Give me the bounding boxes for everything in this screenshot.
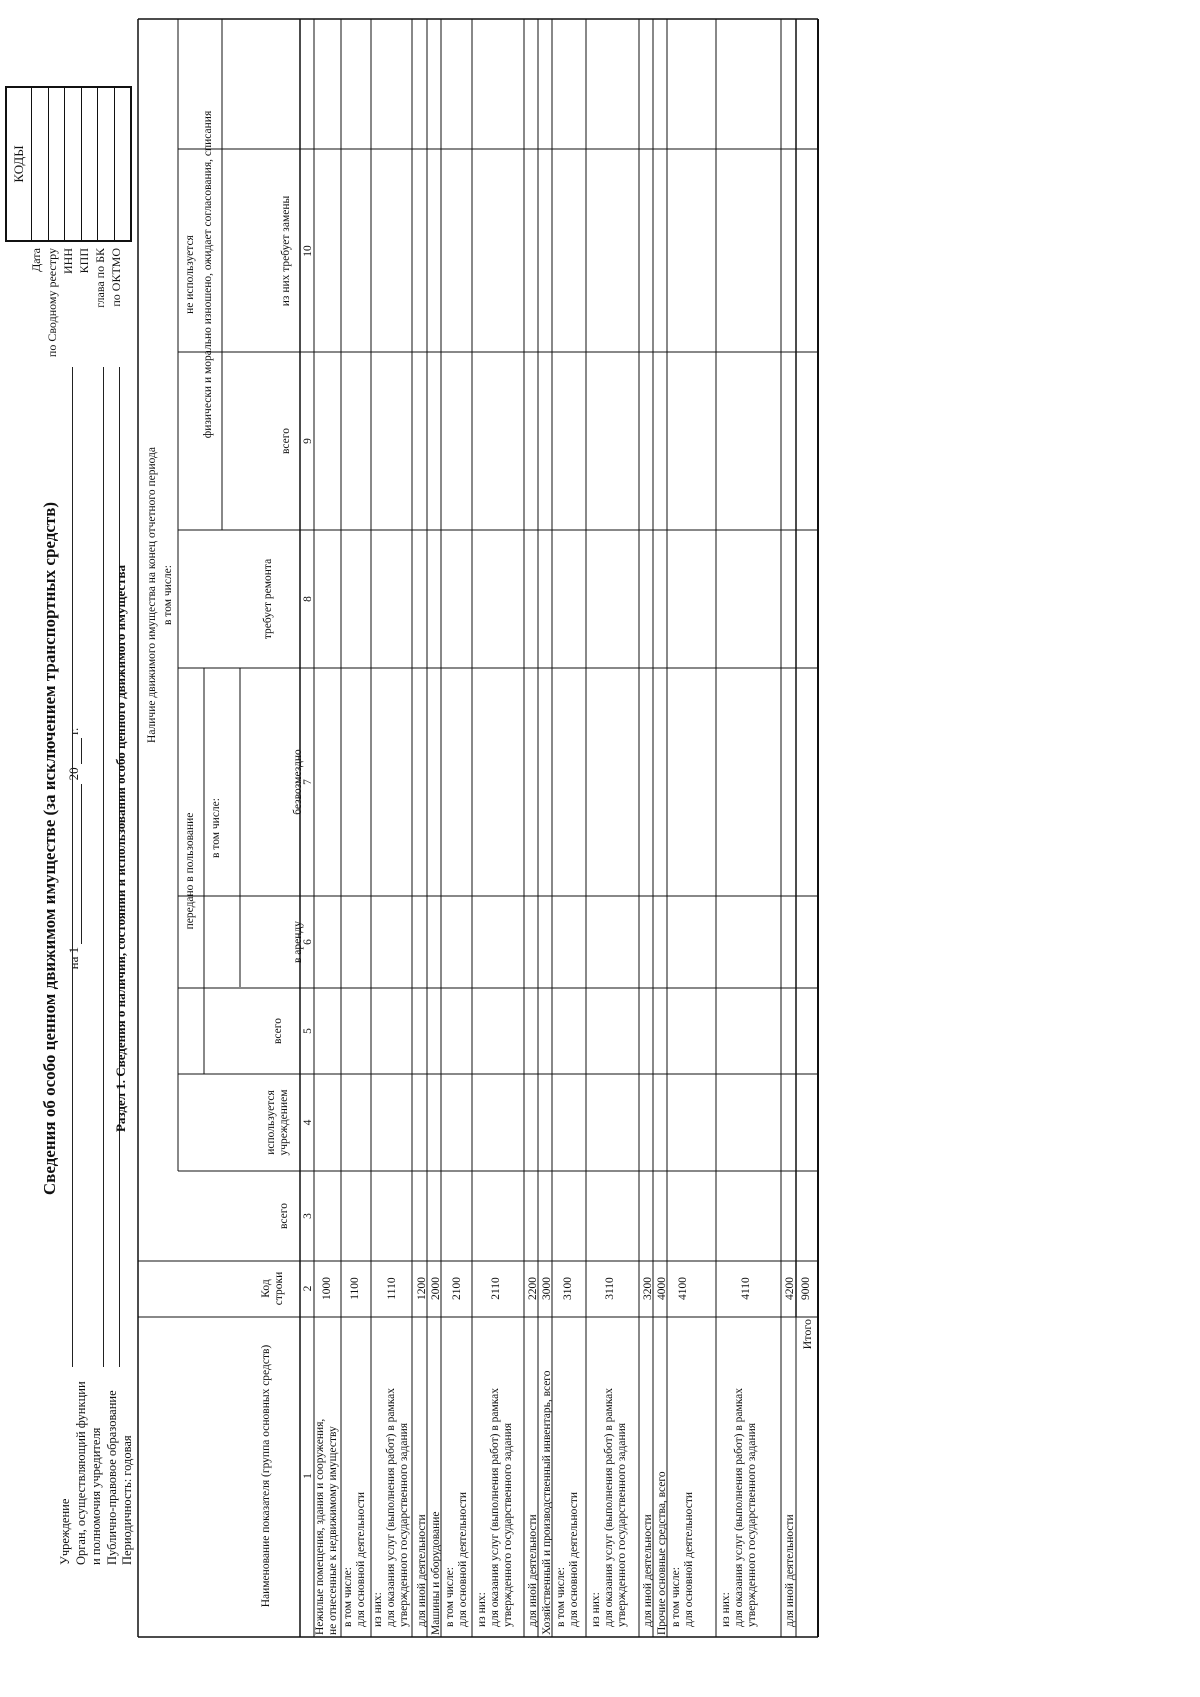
col-repair-header: требует ремонта: [262, 558, 274, 640]
row-name-machines-main: в том числе: для основной деятельности: [444, 1492, 469, 1627]
row-code: 4100: [677, 1277, 689, 1300]
row-code: 1110: [386, 1277, 398, 1300]
col-number: 7: [302, 779, 314, 785]
row-code: 2000: [430, 1277, 442, 1300]
col-number: 4: [302, 1119, 314, 1126]
code-label-date: Дата: [29, 248, 43, 272]
row-name-inventory-main: в том числе: для основной деятельности: [555, 1492, 580, 1627]
col-number: 9: [302, 438, 314, 444]
row-name-machines-other: для иной деятельности: [527, 1514, 539, 1627]
col-name-header: Наименование показателя (группа основных средств): [260, 1344, 272, 1608]
row-name-other-assets-other: для иной деятельности: [784, 1514, 796, 1627]
code-label-kpp: КПП: [77, 248, 91, 274]
col-number: 10: [302, 245, 314, 257]
col-number: 6: [302, 939, 314, 945]
col-number: 5: [302, 1028, 314, 1034]
col-used-header: используется учреждением: [265, 1089, 290, 1156]
code-label-oktmo: по ОКТМО: [109, 248, 123, 307]
row-code: 3100: [562, 1277, 574, 1300]
col-transferred-total-header: всего: [272, 1018, 284, 1044]
not-used-header: не используется: [184, 235, 196, 314]
row-code: 1000: [321, 1277, 333, 1300]
transferred-header: передано в пользование: [184, 812, 196, 930]
col-number: 3: [302, 1213, 314, 1219]
total-code: 9000: [800, 1277, 812, 1300]
section-title: Раздел 1. Сведения о наличии, состоянии и использовании особо ценного движимого имущества: [113, 564, 128, 1133]
col-free-header: безвозмездно: [292, 749, 304, 815]
row-code: 3200: [642, 1277, 654, 1300]
codes-title: КОДЫ: [7, 88, 32, 240]
row-name-other-assets-gov: из них: для оказания услуг (выполнения работ) в рамках утвержденного государственного задания: [720, 1387, 758, 1627]
row-code: 2110: [490, 1277, 502, 1300]
row-code: 2100: [451, 1277, 463, 1300]
row-name-other-assets-main: в том числе: для основной деятельности: [670, 1492, 695, 1627]
row-code: 4110: [740, 1277, 752, 1300]
col-number: 1: [302, 1473, 314, 1479]
col-number: 8: [302, 596, 314, 602]
total-label: Итого: [800, 1319, 814, 1350]
row-code: 3110: [604, 1277, 616, 1300]
code-label-bk: глава по БК: [93, 248, 107, 308]
row-name-inventory-other: для иной деятельности: [642, 1514, 654, 1627]
row-name-buildings: Нежилые помещения, здания и сооружения, не отнесенные к недвижимому имуществу: [314, 1418, 339, 1635]
col-code-header: Код строки: [260, 1271, 285, 1306]
page-title: Сведения об особо ценном движимом имуществе (за исключением транспортных средств): [40, 501, 59, 1196]
row-name-buildings-other: для иной деятельности: [416, 1514, 428, 1627]
col-number: 2: [302, 1285, 314, 1292]
col-worn-replace-header: из них требует замены: [280, 195, 292, 307]
row-code: 1100: [349, 1277, 361, 1300]
date-year-prefix: 20: [66, 767, 81, 781]
date-suffix: г.: [66, 727, 81, 735]
row-code: 4000: [656, 1277, 668, 1300]
code-label-inn: ИНН: [61, 248, 75, 274]
row-name-other-assets: Прочие основные средства, всего: [656, 1471, 668, 1635]
label-public-entity: Публично-правовое образование: [104, 1390, 119, 1565]
row-name-machines: Машины и оборудование: [430, 1511, 442, 1635]
transferred-incl-header: в том числе:: [210, 798, 222, 858]
col-worn-total-header: всего: [280, 428, 292, 454]
col-total-header: всего: [278, 1203, 290, 1229]
row-code: 1200: [416, 1277, 428, 1300]
row-name-inventory: Хозяйственный и производственный инвентарь, всего: [541, 1370, 553, 1635]
row-name-inventory-gov: из них: для оказания услуг (выполнения работ) в рамках утвержденного государственного задания: [590, 1387, 628, 1627]
row-name-machines-gov: из них: для оказания услуг (выполнения работ) в рамках утвержденного государственного задания: [476, 1387, 514, 1627]
code-label-registry: по Сводному реестру: [45, 248, 59, 358]
row-name-buildings-gov: из них: для оказания услуг (выполнения работ) в рамках утвержденного государственного задания: [372, 1387, 410, 1627]
date-prefix: на 1: [66, 946, 81, 970]
row-name-buildings-main: в том числе: для основной деятельности: [342, 1492, 367, 1627]
label-periodicity: Периодичность: годовая: [120, 1435, 134, 1565]
row-code: 3000: [541, 1277, 553, 1300]
col-rent-header: в аренду: [292, 920, 304, 964]
worn-header: физически и морально изношено, ожидает согласования, списания: [202, 110, 214, 439]
label-institution: Учреждение: [58, 1498, 72, 1565]
availability-header: Наличие движимого имущества на конец отчетного периода: [146, 447, 158, 743]
row-code: 4200: [784, 1277, 796, 1300]
incl-header: в том числе:: [162, 565, 174, 625]
label-founder-line1: Орган, осуществляющий функции: [73, 1381, 88, 1565]
row-code: 2200: [527, 1277, 539, 1300]
label-founder-line2: и полномочия учредителя: [89, 1427, 103, 1565]
